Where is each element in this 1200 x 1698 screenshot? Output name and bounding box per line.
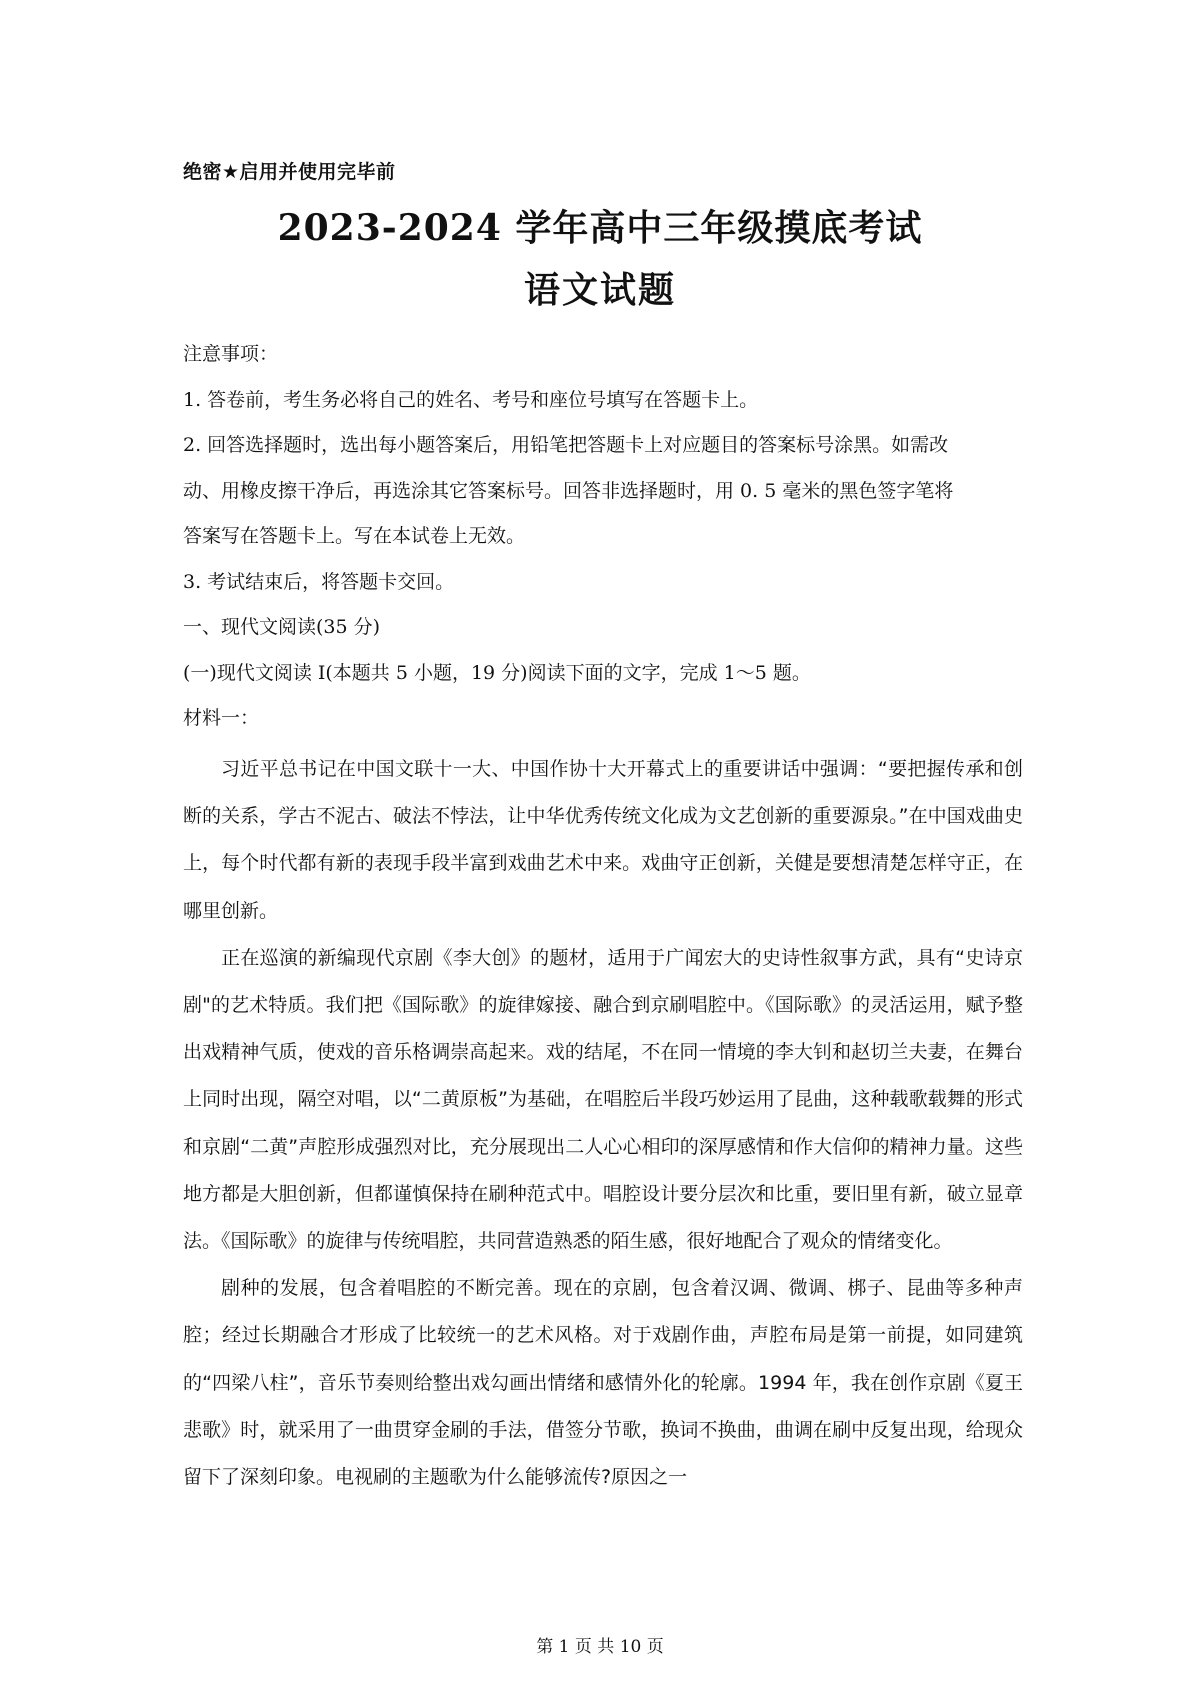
note-item-1: 1. 答卷前，考生务必将自己的姓名、考号和座位号填写在答题卡上。 [183,388,759,411]
subsection-heading: (一)现代文阅读 I(本题共 5 小题，19 分)阅读下面的文字，完成 1～5 题。 [183,661,811,684]
note-item-2-line-1: 2. 回答选择题时，选出每小题答案后，用铅笔把答题卡上对应题目的答案标号涂黑。如需改 [183,434,949,456]
notes-heading: 注意事项： [183,343,279,365]
exam-subtitle: 语文试题 [523,269,676,311]
note-item-2-line-2: 动、用橡皮擦干净后，再选涂其它答案标号。回答非选择题时，用 0. 5 毫米的黑色签字笔将 [183,479,954,502]
instructions [183,332,1023,742]
confidential-label: 绝密★启用并使用完毕前 [183,161,396,183]
page-number: 第 1 页 共 10 页 [536,1637,664,1657]
passage-paragraph-2: 正在巡演的新编现代京剧《李大创》的题材，适用于广闻宏大的史诗性叙事方武，具有“史诗京剧"的艺术特质。我们把《国际歌》的旋律嫁接、融合到京刷唱腔中。《国际歌》的灵活运用，赋予整出戏精神气质，使戏的音乐格调崇高起来。戏的结尾，不在同一情境的李大钊和赵切兰夫妻，在舞台上同时出现，隔空对唱，以“二黄原板”为基础，在唱腔后半段巧妙运用了昆曲，这种载歌载舞的形式和京剧“二黄”声腔形成强烈对比，充分展现出二人心心相印的深厚感情和作大信仰的精神力量。这些地方都是大胆创新，但都谨慎保持在刷种范式中。唱腔设计要分层次和比重，要旧里有新，破立显章法。《国际歌》的旋律与传统唱腔，共同营造熟悉的陌生感，很好地配合了观众的情绪变化。 [183,946,1023,1253]
note-item-3: 3. 考试结束后，将答题卡交回。 [183,570,455,593]
note-item-2-line-3: 答案写在答题卡上。写在本试卷上无效。 [183,525,526,547]
passage-paragraph-3: 剧种的发展，包含着唱腔的不断完善。现在的京剧，包含着汉调、微调、梆子、昆曲等多种声腔；经过长期融合才形成了比较统一的艺术风格。对于戏剧作曲，声腔布局是第一前提，如同建筑的“四梁八柱”，音乐节奏则给整出戏勾画出情绪和感情外化的轮廓。1994 年，我在创作京剧《夏王悲歌》时，就采用了一曲贯穿金刷的手法，借签分节歌，换词不换曲，曲调在刷中反复出现，给现众留下了深刻印象。电视刷的主题歌为什么能够流传?原因之一 [183,1277,1023,1489]
reading-passage [183,746,1023,1501]
section-heading: 一、现代文阅读(35 分) [183,616,381,638]
passage-paragraph-1: 习近平总书记在中国文联十一大、中国作协十大开幕式上的重要讲话中强调：“要把握传承和创断的关系，学古不泥古、破法不悖法，让中华优秀传统文化成为文艺创新的重要源泉。”在中国戏曲史上，每个时代都有新的表现手段半富到戏曲艺术中来。戏曲守正创新，关健是要想清楚怎样守正，在哪里创新。 [183,758,1023,922]
material-label: 材料一： [183,707,260,729]
exam-title: 2023-2024 学年高中三年级摸底考试 [277,207,923,249]
